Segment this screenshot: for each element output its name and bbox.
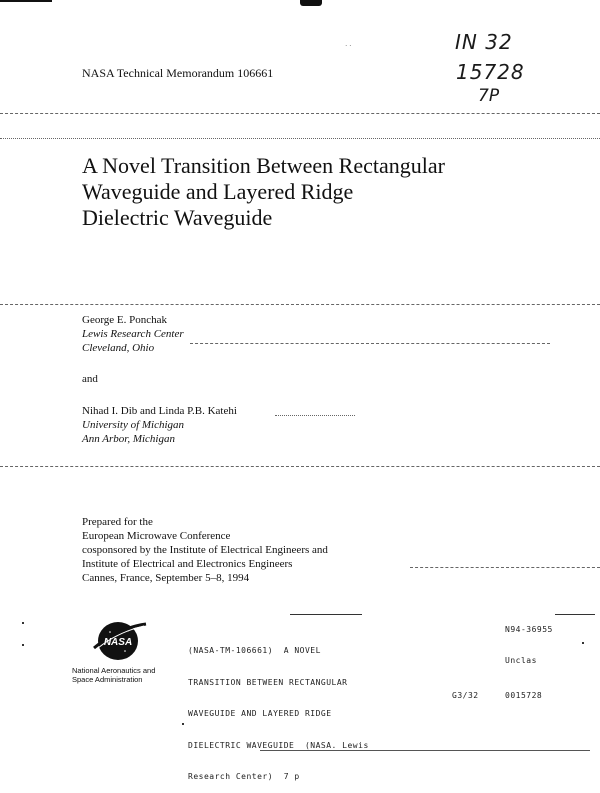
prepared-line: European Microwave Conference [82, 530, 231, 542]
agency-name [72, 666, 155, 684]
author-affiliation: University of Michigan [82, 419, 185, 431]
author-name: George E. Ponchak [82, 314, 168, 326]
stamp-rule [555, 614, 595, 615]
handwritten-pages: 7P [478, 86, 500, 106]
scan-rule [0, 113, 600, 114]
author-affiliation: Lewis Research Center [82, 328, 184, 340]
scan-speck [22, 644, 24, 646]
citation-block [188, 625, 369, 793]
status-label: Unclas [505, 656, 537, 665]
scan-speck [182, 723, 184, 725]
scan-speck [22, 622, 24, 624]
citation-line: DIELECTRIC WAVEGUIDE (NASA. Lewis [188, 740, 369, 750]
author-name: Nihad I. Dib and Linda P.B. Katehi [82, 405, 237, 417]
scan-rule [0, 138, 600, 139]
author-block-1 [82, 313, 184, 355]
author-location: Cleveland, Ohio [82, 342, 155, 354]
title-line: Dielectric Waveguide [82, 205, 273, 230]
accession-number: 0015728 [505, 691, 543, 700]
scan-rule [0, 304, 600, 305]
document-title [82, 153, 445, 231]
citation-line: Research Center) 7 p [188, 772, 300, 781]
handwritten-category: IN 32 [455, 30, 513, 54]
scan-rule [0, 466, 600, 467]
scan-edge-mark [0, 0, 52, 2]
report-number: N94-36955 [505, 625, 553, 634]
author-conjunction: and [82, 373, 98, 385]
title-line: Waveguide and Layered Ridge [82, 179, 354, 204]
handwritten-accession: 15728 [456, 60, 525, 84]
citation-line: WAVEGUIDE AND LAYERED RIDGE [188, 709, 332, 718]
scan-rule [260, 750, 590, 751]
author-location: Ann Arbor, Michigan [82, 433, 175, 445]
title-line: A Novel Transition Between Rectangular [82, 153, 445, 178]
scan-rule [190, 343, 550, 344]
nasa-logo-text: NASA [103, 637, 133, 648]
scan-rule [410, 567, 600, 568]
agency-line: Space Administration [72, 675, 143, 684]
stamp-rule [290, 614, 362, 615]
citation-line: (NASA-TM-106661) A NOVEL [188, 646, 321, 655]
prepared-line: cosponsored by the Institute of Electrical Engineers and [82, 544, 328, 556]
prepared-line: Cannes, France, September 5–8, 1994 [82, 572, 250, 584]
scan-speck: · · [345, 42, 352, 50]
prepared-line: Institute of Electrical and Electronics Engineers [82, 558, 293, 570]
scan-edge-mark [300, 0, 322, 6]
memo-label: NASA Technical Memorandum 106661 [82, 66, 274, 80]
author-block-2 [82, 404, 237, 446]
scan-speck [582, 642, 584, 644]
agency-line: National Aeronautics and [72, 666, 156, 675]
nasa-logo-icon [88, 618, 150, 662]
citation-line: TRANSITION BETWEEN RECTANGULAR [188, 677, 348, 687]
prepared-line: Prepared for the [82, 516, 153, 528]
category-code: G3/32 [452, 691, 479, 700]
prepared-for-block [82, 515, 328, 585]
scan-rule [275, 415, 355, 416]
